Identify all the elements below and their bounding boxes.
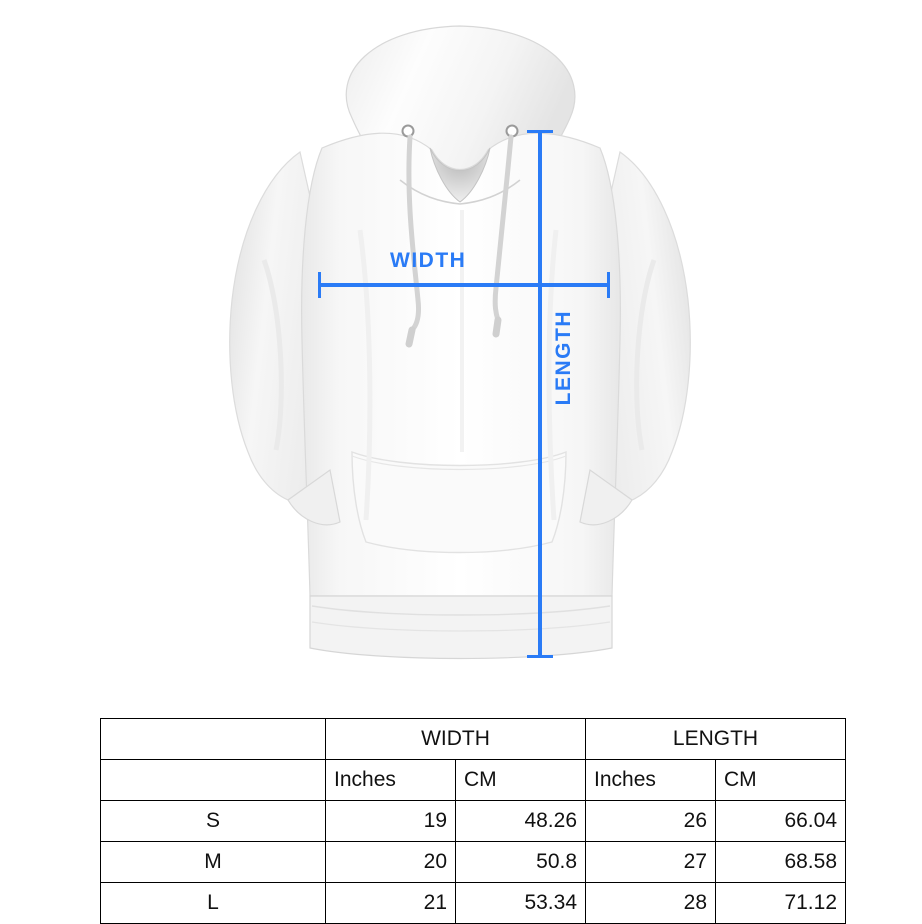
unit-corner-cell bbox=[101, 760, 326, 801]
row-length-cm: 71.12 bbox=[716, 883, 846, 924]
unit-header-width-inches: Inches bbox=[326, 760, 456, 801]
width-measure-label: WIDTH bbox=[390, 249, 467, 272]
row-length-cm: 66.04 bbox=[716, 801, 846, 842]
row-size-label: S bbox=[101, 801, 326, 842]
row-length-inches: 28 bbox=[586, 883, 716, 924]
width-measure-line bbox=[318, 283, 610, 287]
width-measure-cap-left bbox=[318, 272, 321, 298]
table-row bbox=[101, 842, 846, 883]
row-width-inches: 21 bbox=[326, 883, 456, 924]
length-measure-line bbox=[538, 130, 542, 658]
corner-cell bbox=[101, 719, 326, 760]
unit-header-length-inches: Inches bbox=[586, 760, 716, 801]
group-header-length: LENGTH bbox=[586, 719, 846, 760]
table-row bbox=[101, 801, 846, 842]
unit-header-length-cm: CM bbox=[716, 760, 846, 801]
length-measure-cap-top bbox=[527, 130, 553, 133]
width-measure-cap-right bbox=[607, 272, 610, 298]
row-size-label: L bbox=[101, 883, 326, 924]
row-width-cm: 48.26 bbox=[456, 801, 586, 842]
row-width-inches: 20 bbox=[326, 842, 456, 883]
group-header-width: WIDTH bbox=[326, 719, 586, 760]
row-length-inches: 27 bbox=[586, 842, 716, 883]
table-row-unit-header bbox=[101, 760, 846, 801]
row-width-cm: 53.34 bbox=[456, 883, 586, 924]
row-length-cm: 68.58 bbox=[716, 842, 846, 883]
row-width-inches: 19 bbox=[326, 801, 456, 842]
size-table-container bbox=[100, 718, 845, 924]
unit-header-width-cm: CM bbox=[456, 760, 586, 801]
length-measure-label: LENGTH bbox=[552, 310, 575, 406]
table-row bbox=[101, 883, 846, 924]
row-width-cm: 50.8 bbox=[456, 842, 586, 883]
table-row-group-header bbox=[101, 719, 846, 760]
length-measure-cap-bottom bbox=[527, 655, 553, 658]
size-table bbox=[100, 718, 846, 924]
row-length-inches: 26 bbox=[586, 801, 716, 842]
row-size-label: M bbox=[101, 842, 326, 883]
